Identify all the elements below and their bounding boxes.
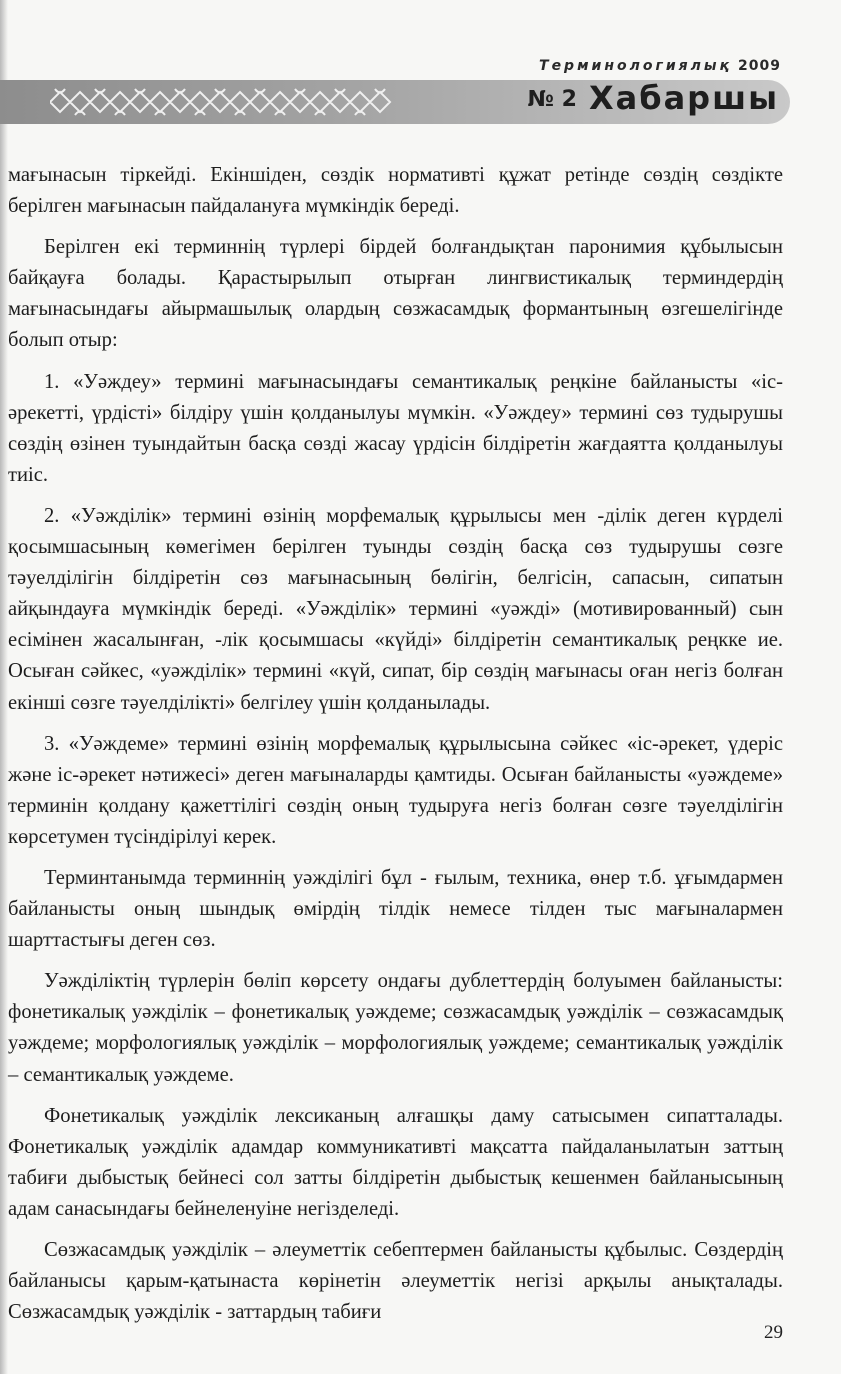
- paragraph: Уәжділіктің түрлерін бөліп көрсету ондағы дублеттердің болуымен байланысты: фонетикалық уәжділік – фонетикалық уәждеме; сөзжасамдық уәжділік – сөзжасамдық уәждеме; морфологиялық уәжділік – морфологиялық уәждеме; семантикалық уәжділік – семантикалық уәждеме.: [8, 970, 783, 1086]
- page-edge-shadow: [0, 0, 8, 1374]
- journal-name-line: [539, 58, 781, 74]
- article-body: [8, 160, 783, 1338]
- paragraph: 2. «Уәжділік» термині өзінің морфемалық құрылысы мен -ділік деген күрделі қосымшасының көмегімен берілген туынды сөздің басқа сөз тудырушы сөзге тәуелділігін білдіретін сөз мағынасының бөлігін, белгісін, сапасын, сипатын айқындауға мүмкіндік береді. «Уәжділік» термині «уәжді» (мотивированный) сын есімінен жасалынған, -лік қосымшасы «күйді» білдіретін семантикалық реңкке ие. Осыған сәйкес, «уәжділік» термині «күй, сипат, бір сөздің мағынасы оған негіз болған екінші сөзге тәуелділікті» белгілеу үшін қолданылады.: [8, 504, 783, 714]
- paragraph: 1. «Уәждеу» термині мағынасындағы семантикалық реңкіне байланысты «іс-әрекетті, үрдісті» білдіру үшін қолданылуы мүмкін. «Уәждеу» термині сөз тудырушы сөздің өзінен туындайтын басқа сөзді жасау үрдісін білдіретін жағдаятта қолданылуы тиіс.: [8, 370, 783, 486]
- journal-year: 2009: [738, 58, 781, 74]
- paragraph: Фонетикалық уәжділік лексиканың алғашқы даму сатысымен сипатталады. Фонетикалық уәжділік адамдар коммуникативті мақсатта пайдаланылатын заттың табиғи дыбыстық бейнесі сол затты білдіретін дыбыстық кешенмен байланысының адам санасындағы бейнеленуіне негізделеді.: [8, 1104, 783, 1220]
- journal-header: [0, 0, 841, 150]
- journal-name: Терминологиялық: [539, 58, 733, 74]
- paragraph: мағынасын тіркейді. Екіншіден, сөздік нормативті құжат ретінде сөздің сөздікте берілген мағынасын пайдалануға мүмкіндік береді.: [8, 164, 783, 218]
- issue-number: № 2: [527, 87, 577, 112]
- page-number: 29: [764, 1322, 783, 1343]
- journal-title: Хабаршы: [588, 79, 779, 117]
- issue-title: [528, 79, 779, 117]
- paragraph: 3. «Уәждеме» термині өзінің морфемалық құрылысына сәйкес «іс-әрекет, үдеріс және іс-әрекет нәтижесі» деген мағыналарды қамтиды. Осыған байланысты «уәждеме» терминін қолдану қажеттілігі сөздің оның тудыруға негіз болған сөзге тәуелділігін көрсетумен түсіндірілуі керек.: [8, 732, 783, 848]
- ornament-pattern-icon: [50, 86, 400, 118]
- paragraph: Берілген екі терминнің түрлері бірдей болғандықтан паронимия құбылысын байқауға болады. Қарастырылып отырған лингвистикалық терминдердің мағынасындағы айырмашылық олардың сөзжасамдық формантының өзгешелігінде болып отыр:: [8, 236, 783, 352]
- paragraph: Сөзжасамдық уәжділік – әлеуметтік себептермен байланысты құбылыс. Сөздердің байланысы қарым-қатынаста көрінетін әлеуметтік негізі арқылы анықталады. Сөзжасамдық уәжділік - заттардың табиғи: [8, 1239, 783, 1324]
- paragraph: Терминтанымда терминнің уәжділігі бұл - ғылым, техника, өнер т.б. ұғымдармен байланысты оның шындық өмірдің тілдік немесе тілден тыс мағыналармен шарттастығы деген сөз.: [8, 866, 783, 952]
